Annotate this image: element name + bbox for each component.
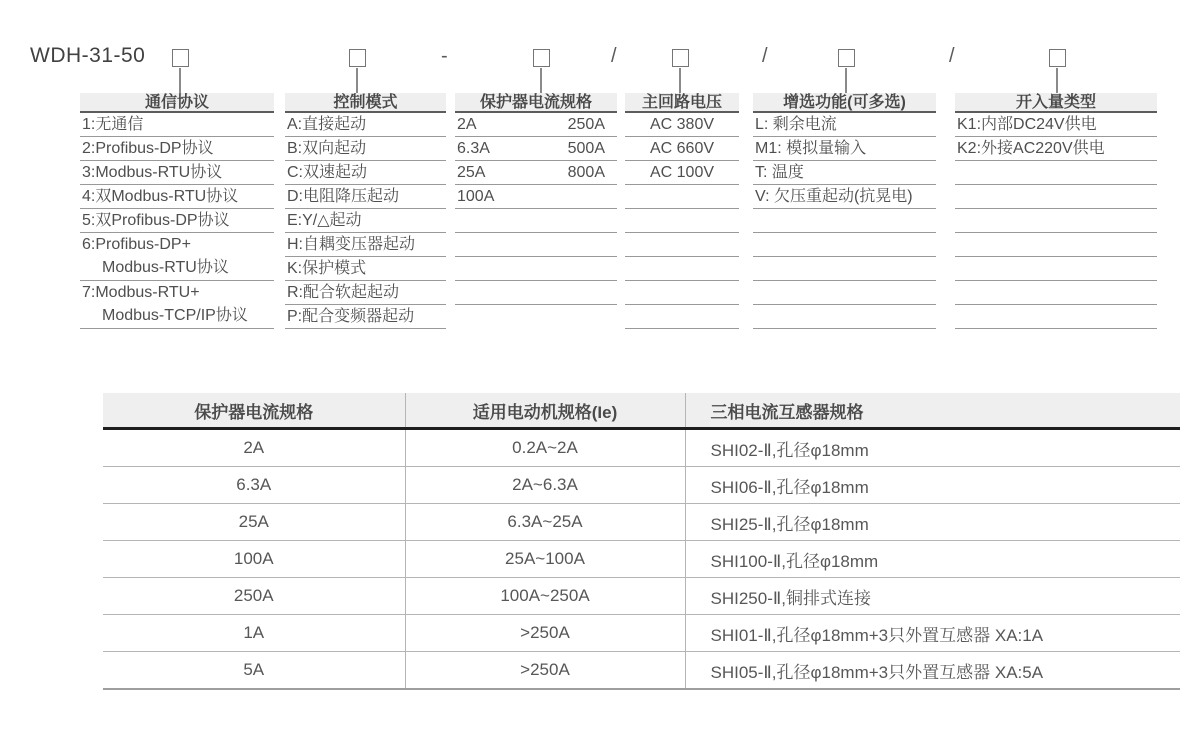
empty-row	[955, 209, 1157, 233]
table-row	[103, 504, 1180, 541]
code-box-communication	[172, 49, 189, 67]
column-control-mode	[285, 93, 446, 329]
model-prefix: WDH-31-50	[30, 44, 146, 67]
empty-row	[753, 233, 936, 257]
empty-row	[455, 257, 617, 281]
table-row	[103, 578, 1180, 615]
table-row	[103, 615, 1180, 652]
table-cell: 1A	[103, 615, 405, 652]
spec-table-header-motor: 适用电动机规格(Ie)	[405, 393, 685, 429]
spec-table	[103, 393, 1180, 690]
code-box-current-spec	[533, 49, 550, 67]
column-optional-functions	[753, 93, 936, 329]
empty-row	[625, 305, 739, 329]
code-item	[80, 233, 274, 281]
table-cell: SHI100-Ⅱ,孔径φ18mm	[685, 541, 1180, 578]
table-cell: 6.3A~25A	[405, 504, 685, 541]
code-item: E:Y/△起动	[285, 209, 446, 233]
separator-slash-3: /	[949, 45, 955, 67]
code-item: AC 100V	[625, 161, 739, 185]
empty-row	[955, 185, 1157, 209]
table-cell: SHI02-Ⅱ,孔径φ18mm	[685, 429, 1180, 467]
code-item	[455, 113, 617, 137]
table-cell: SHI01-Ⅱ,孔径φ18mm+3只外置互感器 XA:1A	[685, 615, 1180, 652]
code-item	[80, 281, 274, 329]
code-item-line2: Modbus-RTU协议	[102, 259, 229, 276]
empty-row	[455, 209, 617, 233]
table-cell: 100A~250A	[405, 578, 685, 615]
code-item: 1:无通信	[80, 113, 274, 137]
empty-row	[753, 209, 936, 233]
table-cell: >250A	[405, 652, 685, 690]
table-cell: 100A	[103, 541, 405, 578]
code-item: B:双向起动	[285, 137, 446, 161]
code-item	[455, 185, 617, 209]
column-header: 控制模式	[285, 93, 446, 113]
empty-row	[753, 281, 936, 305]
code-item-left: 100A	[457, 188, 495, 205]
table-cell: SHI05-Ⅱ,孔径φ18mm+3只外置互感器 XA:5A	[685, 652, 1180, 690]
connector-line	[845, 68, 847, 93]
code-item: C:双速起动	[285, 161, 446, 185]
column-header: 主回路电压	[625, 93, 739, 113]
code-item-left: 25A	[457, 164, 486, 181]
code-item-left: 6.3A	[457, 140, 490, 157]
code-item-right: 250A	[567, 116, 605, 133]
connector-line	[179, 68, 181, 93]
empty-row	[625, 233, 739, 257]
table-cell: 2A~6.3A	[405, 467, 685, 504]
empty-row	[753, 305, 936, 329]
table-cell: 250A	[103, 578, 405, 615]
code-box-input-type	[1049, 49, 1066, 67]
table-cell: >250A	[405, 615, 685, 652]
empty-row	[955, 161, 1157, 185]
code-item: L: 剩余电流	[753, 113, 936, 137]
spec-table-header-current: 保护器电流规格	[103, 393, 405, 429]
empty-row	[625, 257, 739, 281]
table-cell: SHI250-Ⅱ,铜排式连接	[685, 578, 1180, 615]
connector-line	[679, 68, 681, 93]
separator-slash-2: /	[762, 45, 768, 67]
code-item: K:保护模式	[285, 257, 446, 281]
connector-line	[356, 68, 358, 93]
table-cell: 0.2A~2A	[405, 429, 685, 467]
table-row	[103, 429, 1180, 467]
empty-row	[625, 209, 739, 233]
empty-row	[955, 257, 1157, 281]
column-communication-protocol	[80, 93, 274, 329]
code-item-line2: Modbus-TCP/IP协议	[102, 307, 248, 324]
table-cell: 5A	[103, 652, 405, 690]
column-main-voltage	[625, 93, 739, 329]
code-item: A:直接起动	[285, 113, 446, 137]
code-item: R:配合软起起动	[285, 281, 446, 305]
code-item-line1: 7:Modbus-RTU+	[82, 284, 200, 301]
code-item: K1:内部DC24V供电	[955, 113, 1157, 137]
table-row	[103, 467, 1180, 504]
column-current-spec	[455, 93, 617, 305]
code-item-left: 2A	[457, 116, 477, 133]
code-item: M1: 模拟量输入	[753, 137, 936, 161]
table-row	[103, 541, 1180, 578]
column-header: 通信协议	[80, 93, 274, 113]
code-item: T: 温度	[753, 161, 936, 185]
code-box-voltage	[672, 49, 689, 67]
code-item: 5:双Profibus-DP协议	[80, 209, 274, 233]
table-cell: 2A	[103, 429, 405, 467]
empty-row	[625, 185, 739, 209]
column-input-type	[955, 93, 1157, 329]
spec-table-header-ct: 三相电流互感器规格	[685, 393, 1180, 429]
connector-line	[1056, 68, 1058, 93]
separator-dash: -	[441, 45, 448, 67]
code-item: 4:双Modbus-RTU协议	[80, 185, 274, 209]
code-item: 3:Modbus-RTU协议	[80, 161, 274, 185]
code-item-right: 800A	[567, 164, 605, 181]
code-item: H:自耦变压器起动	[285, 233, 446, 257]
table-cell: SHI25-Ⅱ,孔径φ18mm	[685, 504, 1180, 541]
separator-slash-1: /	[611, 45, 617, 67]
table-row	[103, 652, 1180, 690]
empty-row	[955, 233, 1157, 257]
code-item	[455, 137, 617, 161]
empty-row	[955, 305, 1157, 329]
connector-line	[540, 68, 542, 93]
code-item: D:电阻降压起动	[285, 185, 446, 209]
empty-row	[625, 281, 739, 305]
code-item	[455, 161, 617, 185]
column-header: 增选功能(可多选)	[753, 93, 936, 113]
table-cell: SHI06-Ⅱ,孔径φ18mm	[685, 467, 1180, 504]
code-item: V: 欠压重起动(抗晃电)	[753, 185, 936, 209]
code-item: K2:外接AC220V供电	[955, 137, 1157, 161]
code-item: P:配合变频器起动	[285, 305, 446, 329]
table-cell: 25A	[103, 504, 405, 541]
code-box-optional-functions	[838, 49, 855, 67]
table-cell: 25A~100A	[405, 541, 685, 578]
empty-row	[455, 233, 617, 257]
code-item: AC 380V	[625, 113, 739, 137]
spec-table-header-row	[103, 393, 1180, 429]
empty-row	[955, 281, 1157, 305]
empty-row	[455, 281, 617, 305]
code-item: 2:Profibus-DP协议	[80, 137, 274, 161]
empty-row	[753, 257, 936, 281]
code-item-line1: 6:Profibus-DP+	[82, 236, 191, 253]
code-item: AC 660V	[625, 137, 739, 161]
table-cell: 6.3A	[103, 467, 405, 504]
code-box-control-mode	[349, 49, 366, 67]
column-header: 开入量类型	[955, 93, 1157, 113]
column-header: 保护器电流规格	[455, 93, 617, 113]
code-item-right: 500A	[567, 140, 605, 157]
